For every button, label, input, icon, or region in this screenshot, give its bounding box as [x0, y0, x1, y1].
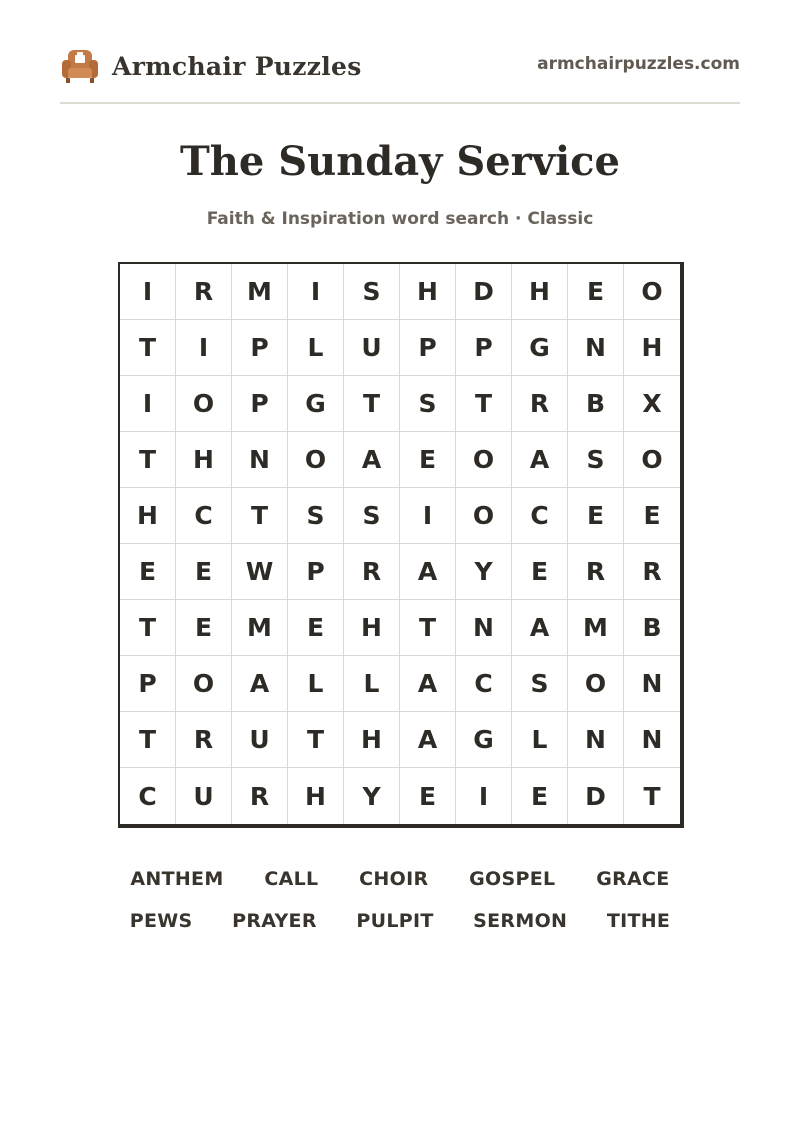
grid-cell[interactable]: W — [232, 544, 288, 600]
grid-cell[interactable]: P — [400, 320, 456, 376]
word-list-item: CALL — [264, 868, 319, 890]
grid-cell[interactable]: T — [232, 488, 288, 544]
grid-cell[interactable]: G — [288, 376, 344, 432]
grid-cell[interactable]: G — [456, 712, 512, 768]
grid-cell[interactable]: I — [456, 768, 512, 824]
grid-cell[interactable]: I — [120, 376, 176, 432]
word-list-item: PRAYER — [232, 910, 317, 932]
grid-cell[interactable]: O — [456, 432, 512, 488]
grid-cell[interactable]: H — [400, 264, 456, 320]
grid-cell[interactable]: E — [568, 264, 624, 320]
brand-name: Armchair Puzzles — [112, 51, 362, 81]
grid-cell[interactable]: O — [624, 432, 680, 488]
grid-cell[interactable]: L — [288, 320, 344, 376]
grid-cell[interactable]: A — [512, 600, 568, 656]
grid-cell[interactable]: A — [400, 712, 456, 768]
grid-cell[interactable]: S — [400, 376, 456, 432]
grid-cell[interactable]: E — [624, 488, 680, 544]
grid-cell[interactable]: L — [512, 712, 568, 768]
grid-cell[interactable]: H — [120, 488, 176, 544]
grid-cell[interactable]: T — [288, 712, 344, 768]
grid-cell[interactable]: U — [176, 768, 232, 824]
grid-cell[interactable]: I — [400, 488, 456, 544]
grid-cell[interactable]: E — [400, 432, 456, 488]
grid-cell[interactable]: O — [176, 376, 232, 432]
page-header — [60, 40, 740, 104]
grid-cell[interactable]: N — [624, 712, 680, 768]
grid-cell[interactable]: H — [344, 600, 400, 656]
grid-cell[interactable]: P — [288, 544, 344, 600]
word-list — [110, 858, 690, 942]
grid-cell[interactable]: S — [288, 488, 344, 544]
grid-cell[interactable]: A — [512, 432, 568, 488]
word-list-item: TITHE — [606, 910, 671, 932]
grid-cell[interactable]: D — [456, 264, 512, 320]
brand[interactable] — [60, 46, 362, 86]
grid-cell[interactable]: A — [400, 544, 456, 600]
grid-cell[interactable]: L — [288, 656, 344, 712]
word-list-item: PULPIT — [356, 910, 434, 932]
grid-cell[interactable]: O — [624, 264, 680, 320]
grid-cell[interactable]: I — [176, 320, 232, 376]
grid-cell[interactable]: A — [344, 432, 400, 488]
site-url-link[interactable]: armchairpuzzles.com — [537, 54, 740, 74]
word-list-row — [110, 858, 690, 900]
grid-cell[interactable]: B — [624, 600, 680, 656]
grid-cell[interactable]: N — [568, 712, 624, 768]
grid-cell[interactable]: E — [288, 600, 344, 656]
grid-cell[interactable]: Y — [344, 768, 400, 824]
grid-cell[interactable]: T — [120, 432, 176, 488]
grid-cell[interactable]: R — [176, 264, 232, 320]
grid-cell[interactable]: N — [624, 656, 680, 712]
grid-cell[interactable]: H — [344, 712, 400, 768]
grid-cell[interactable]: E — [176, 544, 232, 600]
grid-cell[interactable]: A — [232, 656, 288, 712]
grid-cell[interactable]: U — [344, 320, 400, 376]
letter-grid — [118, 262, 684, 828]
grid-cell[interactable]: N — [568, 320, 624, 376]
grid-cell[interactable]: R — [624, 544, 680, 600]
grid-cell[interactable]: M — [568, 600, 624, 656]
grid-cell[interactable]: A — [400, 656, 456, 712]
grid-cell[interactable]: E — [400, 768, 456, 824]
grid-cell[interactable]: S — [512, 656, 568, 712]
grid-cell[interactable]: I — [120, 264, 176, 320]
grid-cell[interactable]: T — [344, 376, 400, 432]
word-list-item: GOSPEL — [469, 868, 556, 890]
grid-cell[interactable]: T — [120, 320, 176, 376]
grid-cell[interactable]: R — [568, 544, 624, 600]
grid-cell[interactable]: G — [512, 320, 568, 376]
grid-cell[interactable]: E — [176, 600, 232, 656]
grid-cell[interactable]: O — [288, 432, 344, 488]
grid-cell[interactable]: R — [176, 712, 232, 768]
grid-cell[interactable]: E — [568, 488, 624, 544]
grid-cell[interactable]: R — [232, 768, 288, 824]
grid-cell[interactable]: T — [120, 712, 176, 768]
word-list-item: ANTHEM — [130, 868, 224, 890]
grid-cell[interactable]: I — [288, 264, 344, 320]
grid-cell[interactable]: L — [344, 656, 400, 712]
grid-cell[interactable]: C — [456, 656, 512, 712]
grid-cell[interactable]: B — [568, 376, 624, 432]
grid-cell[interactable]: X — [624, 376, 680, 432]
grid-cell[interactable]: O — [176, 656, 232, 712]
word-list-item: CHOIR — [359, 868, 429, 890]
word-list-item: GRACE — [596, 868, 670, 890]
grid-cell[interactable]: S — [344, 264, 400, 320]
grid-cell[interactable]: T — [456, 376, 512, 432]
puzzle-title: The Sunday Service — [180, 138, 620, 185]
grid-cell[interactable]: O — [568, 656, 624, 712]
grid-cell[interactable]: M — [232, 264, 288, 320]
grid-cell[interactable]: C — [512, 488, 568, 544]
grid-cell[interactable]: E — [512, 544, 568, 600]
grid-cell[interactable]: U — [232, 712, 288, 768]
grid-cell[interactable]: P — [120, 656, 176, 712]
grid-cell[interactable]: P — [232, 376, 288, 432]
grid-cell[interactable]: T — [400, 600, 456, 656]
word-list-row — [110, 900, 690, 942]
grid-cell[interactable]: H — [512, 264, 568, 320]
grid-cell[interactable]: E — [512, 768, 568, 824]
grid-cell[interactable]: M — [232, 600, 288, 656]
armchair-icon — [60, 46, 100, 86]
grid-cell[interactable]: S — [344, 488, 400, 544]
grid-cell[interactable]: E — [120, 544, 176, 600]
grid-cell[interactable]: H — [288, 768, 344, 824]
grid-cell[interactable]: D — [568, 768, 624, 824]
grid-cell[interactable]: P — [456, 320, 512, 376]
grid-cell[interactable]: C — [176, 488, 232, 544]
grid-cell[interactable]: C — [120, 768, 176, 824]
grid-cell[interactable]: Y — [456, 544, 512, 600]
puzzle-subtitle: Faith & Inspiration word search · Classic — [206, 209, 594, 229]
grid-cell[interactable]: T — [120, 600, 176, 656]
word-list-item: SERMON — [473, 910, 568, 932]
grid-cell[interactable]: H — [624, 320, 680, 376]
grid-cell[interactable]: H — [176, 432, 232, 488]
grid-cell[interactable]: R — [512, 376, 568, 432]
word-list-item: PEWS — [129, 910, 193, 932]
grid-cell[interactable]: N — [456, 600, 512, 656]
grid-cell[interactable]: T — [643, 781, 661, 811]
grid-cell[interactable]: O — [456, 488, 512, 544]
grid-cell[interactable]: R — [344, 544, 400, 600]
grid-cell[interactable]: S — [568, 432, 624, 488]
grid-cell[interactable]: N — [232, 432, 288, 488]
grid-cell[interactable]: P — [232, 320, 288, 376]
